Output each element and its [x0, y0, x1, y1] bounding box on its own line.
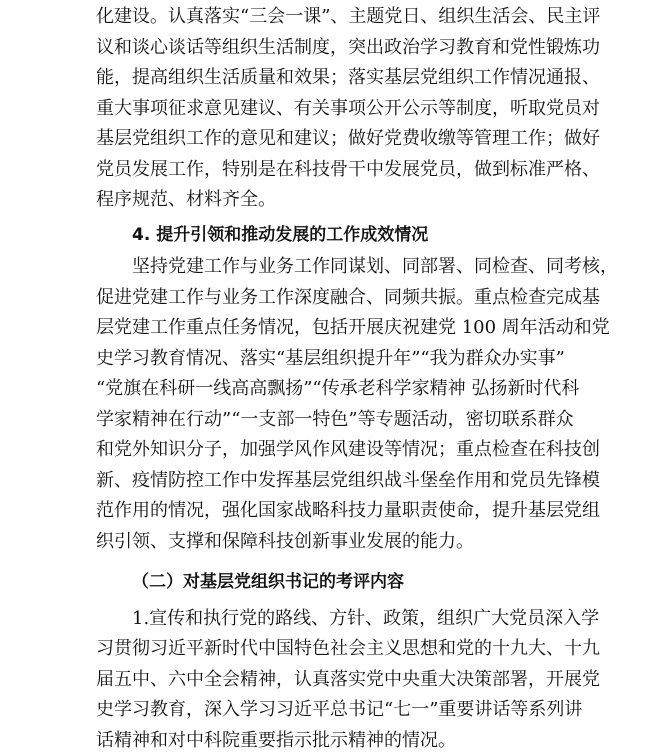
paragraph-development: [96, 252, 554, 557]
document-body: [96, 2, 554, 756]
text-line: 议和谈心谈话等组织生活制度，突出政治学习教育和党性锻炼功: [96, 33, 554, 64]
text-line: 能，提高组织生活质量和效果；落实基层党组织工作情况通报、: [96, 63, 554, 94]
text-line: “党旗在科研一线高高飘扬”“传承老科学家精神 弘扬新时代科: [96, 374, 554, 405]
subheading-4: 4. 提升引领和推动发展的工作成效情况: [96, 220, 554, 251]
text-line: 学家精神在行动”“一支部一特色”等专题活动，密切联系群众: [96, 405, 554, 436]
text-line: 层党建工作重点任务情况，包括开展庆祝建党 100 周年活动和党: [96, 313, 554, 344]
text-line: 话精神和对中科院重要指示批示精神的情况。: [96, 726, 554, 756]
text-line: 程序规范、材料齐全。: [96, 185, 554, 216]
text-line: 促进党建工作与业务工作深度融合、同频共振。重点检查完成基: [96, 283, 554, 314]
paragraph-propaganda: [96, 604, 554, 756]
text-line: 范作用的情况，强化国家战略科技力量职责使命，提升基层党组: [96, 496, 554, 527]
section-heading-2: （二）对基层党组织书记的考评内容: [96, 567, 554, 598]
text-line: 史学习教育，深入学习习近平总书记“七一”重要讲话等系列讲: [96, 695, 554, 726]
text-line: 坚持党建工作与业务工作同谋划、同部署、同检查、同考核，: [96, 252, 554, 283]
text-line: 届五中、六中全会精神，认真落实党中央重大决策部署，开展党: [96, 665, 554, 696]
text-line: 党员发展工作，特别是在科技骨干中发展党员，做到标准严格、: [96, 155, 554, 186]
text-line: 1.宣传和执行党的路线、方针、政策，组织广大党员深入学: [96, 604, 554, 635]
text-line: 习贯彻习近平新时代中国特色社会主义思想和党的十九大、十九: [96, 634, 554, 665]
text-line: 基层党组织工作的意见和建议；做好党费收缴等管理工作；做好: [96, 124, 554, 155]
text-line: 化建设。认真落实“三会一课”、主题党日、组织生活会、民主评: [96, 2, 554, 33]
text-line: 新、疫情防控工作中发挥基层党组织战斗堡垒作用和党员先锋模: [96, 466, 554, 497]
text-line: 和党外知识分子，加强学风作风建设等情况；重点检查在科技创: [96, 435, 554, 466]
text-line: 织引领、支撑和保障科技创新事业发展的能力。: [96, 527, 554, 558]
text-line: 重大事项征求意见建议、有关事项公开公示等制度，听取党员对: [96, 94, 554, 125]
paragraph-party-life: [96, 2, 554, 216]
text-line: 史学习教育情况、落实“基层组织提升年”“我为群众办实事”: [96, 344, 554, 375]
